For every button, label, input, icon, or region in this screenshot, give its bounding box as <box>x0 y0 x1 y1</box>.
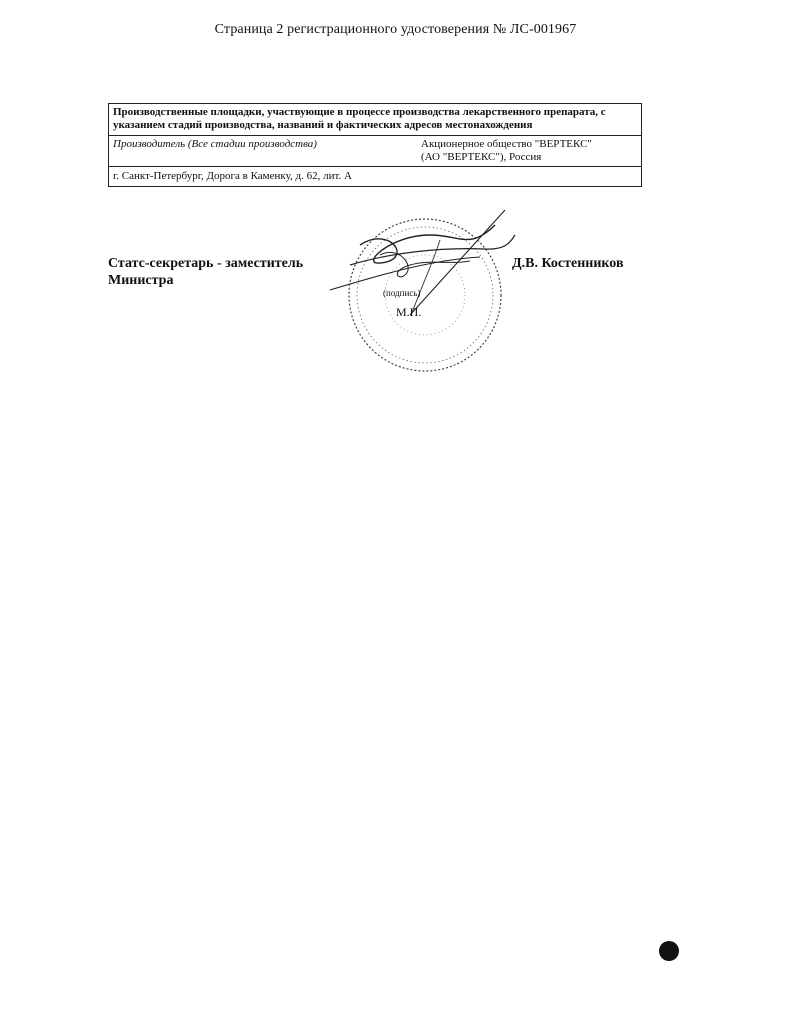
organization-name: Акционерное общество "ВЕРТЕКС" <box>421 138 592 150</box>
table-row <box>109 104 642 136</box>
page-header: Страница 2 регистрационного удостоверения № ЛС-001967 <box>214 22 577 37</box>
table-heading: Производственные площадки, участвующие в процессе производства лекарственного препарата, с указанием стадий производства, названий и фактических адресов местонахождения <box>109 104 642 136</box>
signer-position <box>108 255 303 289</box>
signer-name: Д.В. Костенников <box>512 256 624 271</box>
page-marker-dot <box>659 941 679 961</box>
manufacturer-organization <box>417 136 642 167</box>
organization-short-name: (АО "ВЕРТЕКС"), Россия <box>421 151 542 163</box>
signature-caption: (подпись) <box>383 288 421 298</box>
seal-caption: М.П. <box>396 305 422 319</box>
manufacturer-role: Производитель (Все стадии производства) <box>109 136 418 167</box>
table-row <box>109 167 642 187</box>
official-seal-with-signature <box>320 205 530 375</box>
production-sites-table <box>108 103 642 187</box>
signer-position-line-1: Статс-секретарь - заместитель <box>108 256 304 271</box>
signer-position-line-2: Министра <box>108 273 174 288</box>
table-row <box>109 136 642 167</box>
site-address: г. Санкт-Петербург, Дорога в Каменку, д. 62, лит. А <box>109 167 642 187</box>
